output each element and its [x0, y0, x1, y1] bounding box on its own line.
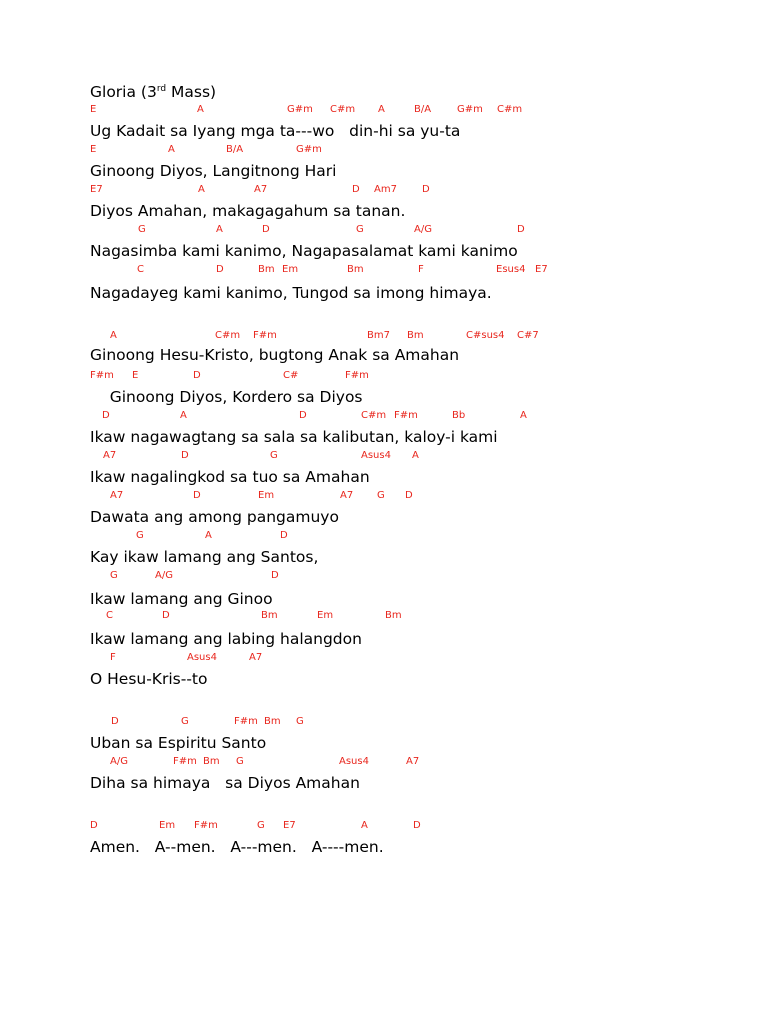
lyric-line: Ug Kadait sa Iyang mga ta---wo din-hi sa yu-ta: [90, 122, 461, 140]
chord: F: [418, 264, 424, 275]
chord: E7: [90, 184, 103, 195]
chord: D: [271, 570, 279, 581]
chord: B/A: [226, 144, 244, 155]
chord: A: [412, 450, 419, 461]
chord: D: [181, 450, 189, 461]
chord: G: [270, 450, 278, 461]
chord: Bb: [452, 410, 466, 421]
chord: A: [197, 104, 204, 115]
chord: D: [193, 490, 201, 501]
chord: A: [216, 224, 223, 235]
lyric-line: Diyos Amahan, makagagahum sa tanan.: [90, 202, 406, 220]
chord: Em: [317, 610, 334, 621]
chord: A: [361, 820, 368, 831]
chord: G: [110, 570, 118, 581]
chord: F#m: [234, 716, 258, 727]
chord-line: [0, 610, 768, 624]
chord: E: [90, 144, 97, 155]
title-superscript: rd: [156, 84, 167, 94]
lyric-line: Amen. A--men. A---men. A----men.: [90, 838, 384, 856]
chord: D: [405, 490, 413, 501]
lyric-line: Dawata ang among pangamuyo: [90, 508, 339, 526]
chord-line: [0, 224, 768, 238]
chord: G: [181, 716, 189, 727]
chord: D: [90, 820, 98, 831]
chord: D: [262, 224, 270, 235]
chord: A7: [110, 490, 124, 501]
chord: A7: [406, 756, 420, 767]
chord: Bm: [385, 610, 402, 621]
chord: Am7: [374, 184, 397, 195]
chord: G#m: [296, 144, 322, 155]
chord: D: [422, 184, 430, 195]
chord: F#m: [253, 330, 277, 341]
chord: G: [236, 756, 244, 767]
chord: A: [378, 104, 385, 115]
chord: C: [137, 264, 144, 275]
chord: C#7: [517, 330, 539, 341]
chord-line: [0, 184, 768, 198]
chord: A7: [254, 184, 268, 195]
chord: A: [110, 330, 117, 341]
chord: G: [257, 820, 265, 831]
chord: G: [377, 490, 385, 501]
chord: F#m: [173, 756, 197, 767]
chord: A: [180, 410, 187, 421]
chord: G: [138, 224, 146, 235]
chord: A/G: [414, 224, 432, 235]
chord-line: [0, 570, 768, 584]
chord-line: [0, 530, 768, 544]
chord: A7: [103, 450, 117, 461]
lyric-line: Uban sa Espiritu Santo: [90, 734, 267, 752]
chord: A: [520, 410, 527, 421]
lyric-line: Ikaw lamang ang Ginoo: [90, 590, 273, 608]
lyric-line: Nagadayeg kami kanimo, Tungod sa imong himaya.: [90, 284, 492, 302]
chord: D: [102, 410, 110, 421]
chord: Bm: [347, 264, 364, 275]
chord: A7: [340, 490, 354, 501]
chord: G#m: [287, 104, 313, 115]
lyric-line: Ikaw nagawagtang sa sala sa kalibutan, kaloy-i kami: [90, 428, 498, 446]
chord: Em: [282, 264, 299, 275]
lyric-line: O Hesu-Kris--to: [90, 670, 208, 688]
chord: Bm7: [367, 330, 390, 341]
chord: A: [198, 184, 205, 195]
chord: E7: [535, 264, 548, 275]
chord: G: [296, 716, 304, 727]
chord: C: [106, 610, 113, 621]
chord: B/A: [414, 104, 432, 115]
chord: D: [517, 224, 525, 235]
chord-line: [0, 330, 768, 344]
chord: Esus4: [496, 264, 526, 275]
lyric-line: Ginoong Diyos, Kordero sa Diyos: [90, 388, 363, 406]
chord: F#m: [345, 370, 369, 381]
chord: A/G: [110, 756, 128, 767]
chord: Bm: [258, 264, 275, 275]
chord: D: [280, 530, 288, 541]
chord-line: [0, 820, 768, 834]
chord: A/G: [155, 570, 173, 581]
chord: Em: [159, 820, 176, 831]
chord: A: [205, 530, 212, 541]
chord: F#m: [194, 820, 218, 831]
lyric-line: Kay ikaw lamang ang Santos,: [90, 548, 319, 566]
chord: Em: [258, 490, 275, 501]
lyric-line: Ginoong Hesu-Kristo, bugtong Anak sa Amahan: [90, 346, 460, 364]
chord: D: [216, 264, 224, 275]
lyric-line: Ginoong Diyos, Langitnong Hari: [90, 162, 337, 180]
chord-line: [0, 264, 768, 278]
chord: D: [111, 716, 119, 727]
chord: D: [193, 370, 201, 381]
chord: C#m: [361, 410, 387, 421]
chord-line: [0, 490, 768, 504]
chord: Bm: [203, 756, 220, 767]
song-title: [90, 80, 216, 101]
chord-line: [0, 756, 768, 770]
chord: E7: [283, 820, 296, 831]
chord: A7: [249, 652, 263, 663]
chord-line: [0, 652, 768, 666]
lyric-line: Nagasimba kami kanimo, Nagapasalamat kami kanimo: [90, 242, 518, 260]
chord: D: [299, 410, 307, 421]
chord: G#m: [457, 104, 483, 115]
chord: Asus4: [187, 652, 217, 663]
chord: G: [356, 224, 364, 235]
chord: C#m: [497, 104, 523, 115]
chord: A: [168, 144, 175, 155]
chord: E: [90, 104, 97, 115]
title-tail: Mass): [166, 83, 217, 101]
chord: F#m: [394, 410, 418, 421]
chord: G: [136, 530, 144, 541]
chord: Bm: [407, 330, 424, 341]
lyric-line: Ikaw lamang ang labing halangdon: [90, 630, 362, 648]
chord-line: [0, 104, 768, 118]
chord: D: [162, 610, 170, 621]
chord: Asus4: [339, 756, 369, 767]
chord-line: [0, 370, 768, 384]
chord-line: [0, 410, 768, 424]
chord: F: [110, 652, 116, 663]
chord: D: [352, 184, 360, 195]
chord: C#: [283, 370, 299, 381]
chord: C#m: [215, 330, 241, 341]
chord-line: [0, 716, 768, 730]
chord: F#m: [90, 370, 114, 381]
chord-line: [0, 144, 768, 158]
chord: D: [413, 820, 421, 831]
chord: E: [132, 370, 139, 381]
title-main: Gloria (3: [90, 83, 157, 101]
chord: C#sus4: [466, 330, 505, 341]
chord: Asus4: [361, 450, 391, 461]
chord: Bm: [261, 610, 278, 621]
chord: C#m: [330, 104, 356, 115]
lyric-line: Diha sa himaya sa Diyos Amahan: [90, 774, 360, 792]
chord: Bm: [264, 716, 281, 727]
lyric-line: Ikaw nagalingkod sa tuo sa Amahan: [90, 468, 370, 486]
chord-line: [0, 450, 768, 464]
